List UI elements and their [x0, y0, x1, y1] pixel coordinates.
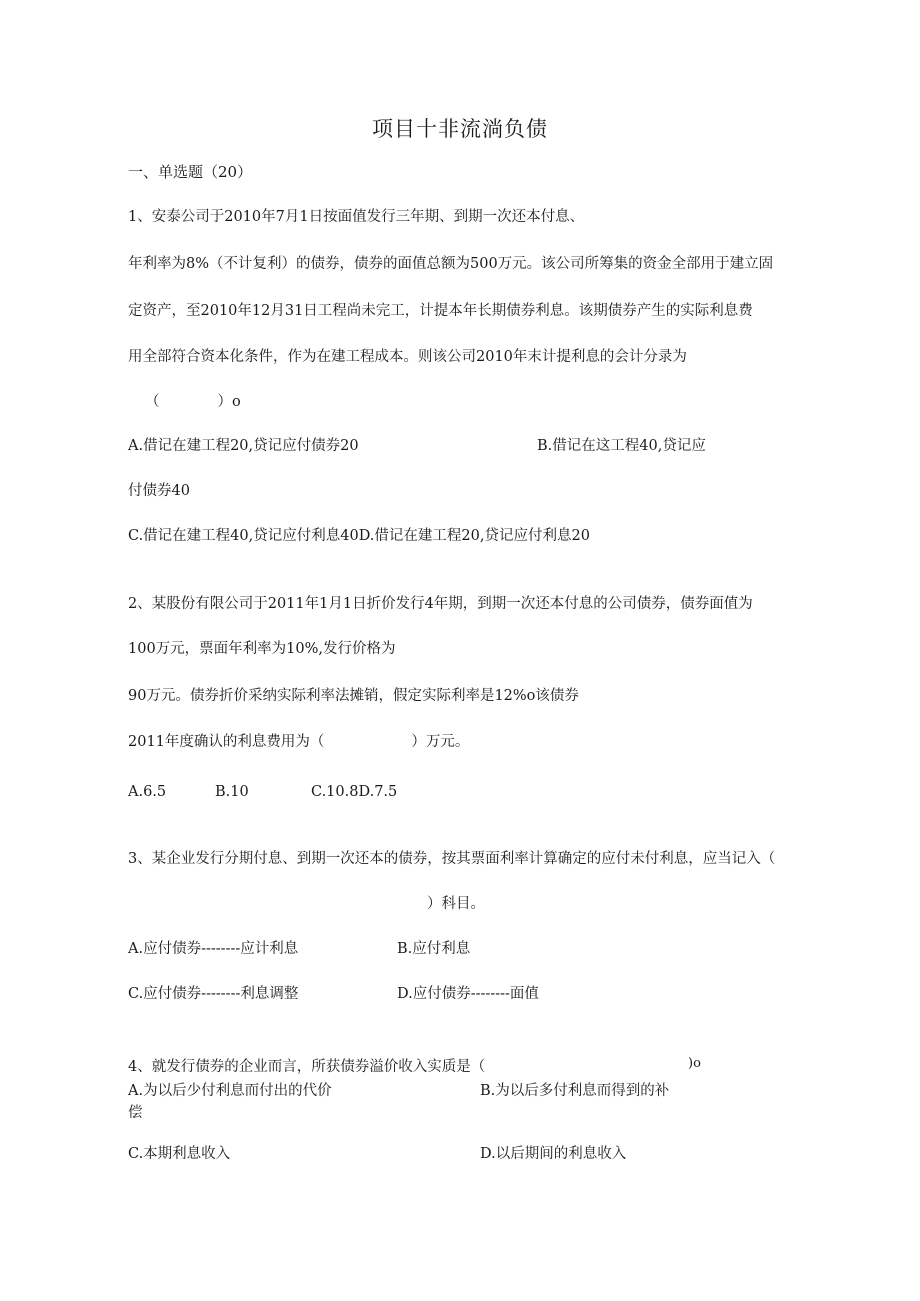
- q2-line-4: 2011年度确认的利息费用为（ ）万元。: [128, 734, 470, 750]
- q4-option-d: D.以后期间的利息收入: [480, 1146, 627, 1162]
- q4-option-a-continued: 偿: [128, 1105, 143, 1121]
- q1-line-3: 定资产，至2010年12月31日工程尚未完工，计提本年长期债券利息。该期债券产生的实际利息费: [128, 303, 753, 319]
- q2-options-c-d: C.10.8D.7.5: [311, 784, 398, 800]
- q1-line-5: （ ）o: [145, 394, 241, 410]
- q3-option-a: A.应付债券--------应计利息: [128, 941, 299, 957]
- q4-line-1-end: )o: [688, 1056, 701, 1071]
- q4-line-1: 4、就发行债券的企业而言，所获债券溢价收入实质是（: [128, 1059, 486, 1075]
- q4-option-b: B.为以后多付利息而得到的补: [480, 1083, 670, 1099]
- q1-option-b-continued: 付债券40: [128, 483, 190, 499]
- q1-options-c-d: C.借记在建工程40,贷记应付利息40D.借记在建工程20,贷记应付利息20: [128, 528, 590, 544]
- q3-line-1: 3、某企业发行分期付息、到期一次还本的债券，按其票面利率计算确定的应付未付利息，应当记入（: [128, 851, 776, 867]
- q4-option-a: A.为以后少付利息而付出的代价: [128, 1083, 332, 1099]
- q3-option-b: B.应付利息: [397, 941, 471, 957]
- page-title: 项目十非流淌负债: [372, 117, 548, 141]
- q2-option-b: B.10: [215, 784, 249, 800]
- q2-line-3: 90万元。债券折价采纳实际利率法摊销，假定实际利率是12%o该债券: [128, 688, 579, 704]
- q1-line-4: 用全部符合资本化条件，作为在建工程成本。则该公司2010年末计提利息的会计分录为: [128, 349, 687, 365]
- q2-line-1: 2、某股份有限公司于2011年1月1日折价发行4年期，到期一次还本付息的公司债券，债券面值为: [128, 596, 753, 612]
- q3-option-c: C.应付债券--------利息调整: [128, 986, 299, 1002]
- q1-line-1: 1、安泰公司于2010年7月1日按面值发行三年期、到期一次还本付息、: [128, 209, 585, 225]
- q1-option-a: A.借记在建工程20,贷记应付债券20: [128, 438, 359, 454]
- q2-option-a: A.6.5: [128, 784, 167, 800]
- q2-line-2: 100万元，票面年利率为10%,发行价格为: [128, 641, 396, 657]
- q1-line-2: 年利率为8%（不计复利）的债券，债券的面值总额为500万元。该公司所筹集的资金全部用于建立固: [128, 256, 774, 272]
- q3-line-2: ）科目。: [427, 896, 485, 912]
- q4-option-c: C.本期利息收入: [128, 1146, 231, 1162]
- q3-option-d: D.应付债券--------面值: [397, 986, 539, 1002]
- section-heading: 一、单选题（20）: [128, 163, 253, 181]
- q1-option-b: B.借记在这工程40,贷记应: [537, 438, 706, 454]
